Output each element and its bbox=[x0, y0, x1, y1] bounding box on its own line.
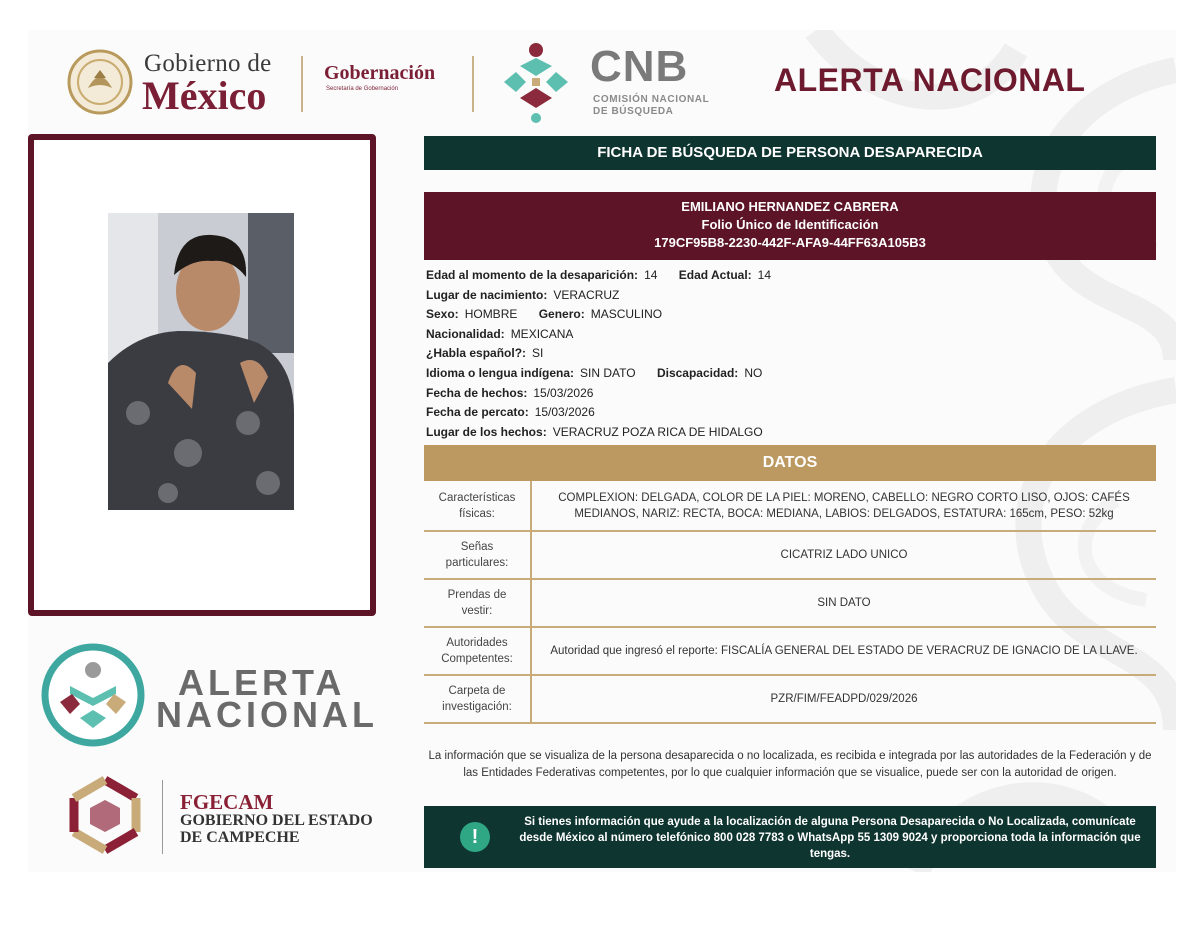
row-label-line: Señas bbox=[460, 541, 494, 553]
row-value: PZR/FIM/FEADPD/029/2026 bbox=[531, 675, 1156, 723]
row-label bbox=[424, 579, 531, 627]
info-label: Fecha de hechos: bbox=[426, 385, 528, 400]
alerta-nacional-title: ALERTA NACIONAL bbox=[774, 62, 1086, 98]
fge-divider bbox=[162, 780, 163, 854]
info-label: Discapacidad: bbox=[656, 365, 739, 380]
info-value: SIN DATO bbox=[580, 365, 636, 380]
info-value: MEXICANA bbox=[510, 326, 574, 341]
info-label: Sexo: bbox=[426, 307, 459, 322]
identity-bar bbox=[424, 192, 1156, 260]
info-value: NO bbox=[744, 365, 763, 380]
row-label bbox=[424, 481, 531, 531]
info-label: Nacionalidad: bbox=[426, 326, 505, 341]
folio-label: Folio Único de Identificación bbox=[701, 217, 879, 232]
table-row bbox=[424, 627, 1156, 675]
row-label-line: investigación: bbox=[442, 701, 512, 713]
info-value: VERACRUZ POZA RICA DE HIDALGO bbox=[552, 424, 763, 439]
info-row bbox=[426, 286, 789, 306]
info-value: SI bbox=[532, 346, 544, 361]
row-label bbox=[424, 531, 531, 579]
info-label: Idioma o lengua indígena: bbox=[426, 365, 575, 380]
cnb-subtitle-line: DE BÚSQUEDA bbox=[593, 106, 674, 117]
fge-subtitle bbox=[180, 812, 373, 846]
table-row bbox=[424, 531, 1156, 579]
row-label-line: Autoridades bbox=[446, 637, 508, 649]
info-value: HOMBRE bbox=[464, 307, 518, 322]
row-value: COMPLEXION: DELGADA, COLOR DE LA PIEL: MORENO, CABELLO: NEGRO CORTO LISO, OJOS: CAFÉS MEDIANOS, NARIZ: RECTA, BOCA: MEDIANA, LABIOS: DELGADOS, ESTATURA: 165cm, PESO: 52kg bbox=[531, 481, 1156, 531]
fgecam-text: FGECAM bbox=[180, 790, 274, 814]
row-label bbox=[424, 627, 531, 675]
mexico-seal-icon bbox=[66, 48, 134, 116]
alerta-nacional-logo-icon bbox=[40, 642, 146, 748]
table-row bbox=[424, 579, 1156, 627]
contact-footer bbox=[424, 806, 1156, 868]
disclaimer-text: La información que se visualiza de la persona desaparecida o no localizada, es recibida e integrada por las autoridades de la Federación y de las Entidades Federativas competentes, por lo que cualquier información que se visualice, puede ser con la autoridad de origen. bbox=[428, 750, 1152, 779]
table-row bbox=[424, 481, 1156, 531]
fgecam-logo-icon bbox=[64, 774, 146, 856]
row-value: Autoridad que ingresó el reporte: FISCALÍA GENERAL DEL ESTADO DE VERACRUZ DE IGNACIO DE LA LLAVE. bbox=[531, 627, 1156, 675]
row-value: CICATRIZ LADO UNICO bbox=[531, 531, 1156, 579]
info-value: VERACRUZ bbox=[553, 287, 620, 302]
mexico-text: México bbox=[142, 73, 267, 118]
header-divider bbox=[472, 56, 474, 112]
info-value: 14 bbox=[644, 268, 658, 282]
person-name: EMILIANO HERNANDEZ CABRERA bbox=[681, 199, 899, 214]
info-row bbox=[426, 403, 789, 423]
cnb-subtitle-line: COMISIÓN NACIONAL bbox=[593, 94, 710, 105]
header-divider bbox=[301, 56, 303, 112]
search-poster bbox=[28, 30, 1176, 872]
info-value: 15/03/2026 bbox=[534, 405, 595, 420]
folio-value: 179CF95B8-2230-442F-AFA9-44FF63A105B3 bbox=[654, 235, 926, 250]
info-label: Edad al momento de la desaparición: bbox=[426, 268, 639, 282]
info-row bbox=[426, 364, 789, 384]
datos-header: DATOS bbox=[424, 445, 1156, 481]
info-label: Lugar de nacimiento: bbox=[426, 287, 548, 302]
info-row bbox=[426, 423, 789, 443]
exclamation-icon: ! bbox=[460, 822, 490, 852]
gobernacion-text: Gobernación bbox=[324, 62, 436, 84]
row-label-line: vestir: bbox=[461, 605, 493, 617]
row-label-line: Competentes: bbox=[441, 653, 513, 665]
cnb-subtitle bbox=[593, 94, 743, 118]
fge-subtitle-line: DE CAMPECHE bbox=[180, 829, 300, 846]
row-label-line: Carpeta de bbox=[448, 685, 506, 697]
info-row bbox=[426, 384, 789, 404]
fge-subtitle-line: GOBIERNO DEL ESTADO bbox=[180, 812, 373, 829]
info-value: 15/03/2026 bbox=[533, 385, 594, 400]
gobernacion-subtitle: Secretaría de Gobernación bbox=[326, 86, 399, 92]
info-label: Lugar de los hechos: bbox=[426, 424, 547, 439]
alerta-logo-text: ALERTA bbox=[178, 662, 346, 703]
info-row bbox=[426, 266, 789, 286]
info-row bbox=[426, 305, 789, 325]
gobierno-de-text: Gobierno de bbox=[144, 50, 272, 77]
row-label-line: particulares: bbox=[445, 557, 509, 569]
info-row bbox=[426, 325, 789, 345]
row-value: SIN DATO bbox=[531, 579, 1156, 627]
cnb-text: CNB bbox=[590, 42, 689, 91]
row-label-line: Características bbox=[438, 491, 516, 504]
row-label-line: físicas: bbox=[459, 507, 495, 520]
info-label: Edad Actual: bbox=[678, 268, 752, 282]
info-value: 14 bbox=[757, 268, 772, 282]
info-row bbox=[426, 344, 789, 364]
row-label-line: Prendas de bbox=[447, 589, 507, 601]
info-label: Genero: bbox=[538, 307, 585, 322]
missing-person-photo bbox=[108, 213, 294, 510]
contact-text: Si tienes información que ayude a la localización de alguna Persona Desaparecida o No Localizada, comunícate desde México al número telefónico 800 028 7783 o WhatsApp 55 1309 9024 y proporciona toda la información que tengas. bbox=[519, 816, 1141, 860]
table-row bbox=[424, 675, 1156, 723]
personal-info bbox=[426, 266, 789, 442]
info-label: ¿Habla español?: bbox=[426, 346, 527, 361]
info-value: MASCULINO bbox=[590, 307, 663, 322]
info-label: Fecha de percato: bbox=[426, 405, 529, 420]
nacional-logo-text: NACIONAL bbox=[156, 694, 378, 735]
cnb-logo-icon bbox=[490, 36, 582, 128]
ficha-title-bar: FICHA DE BÚSQUEDA DE PERSONA DESAPARECIDA bbox=[424, 136, 1156, 170]
row-label bbox=[424, 675, 531, 723]
datos-table bbox=[424, 481, 1156, 724]
